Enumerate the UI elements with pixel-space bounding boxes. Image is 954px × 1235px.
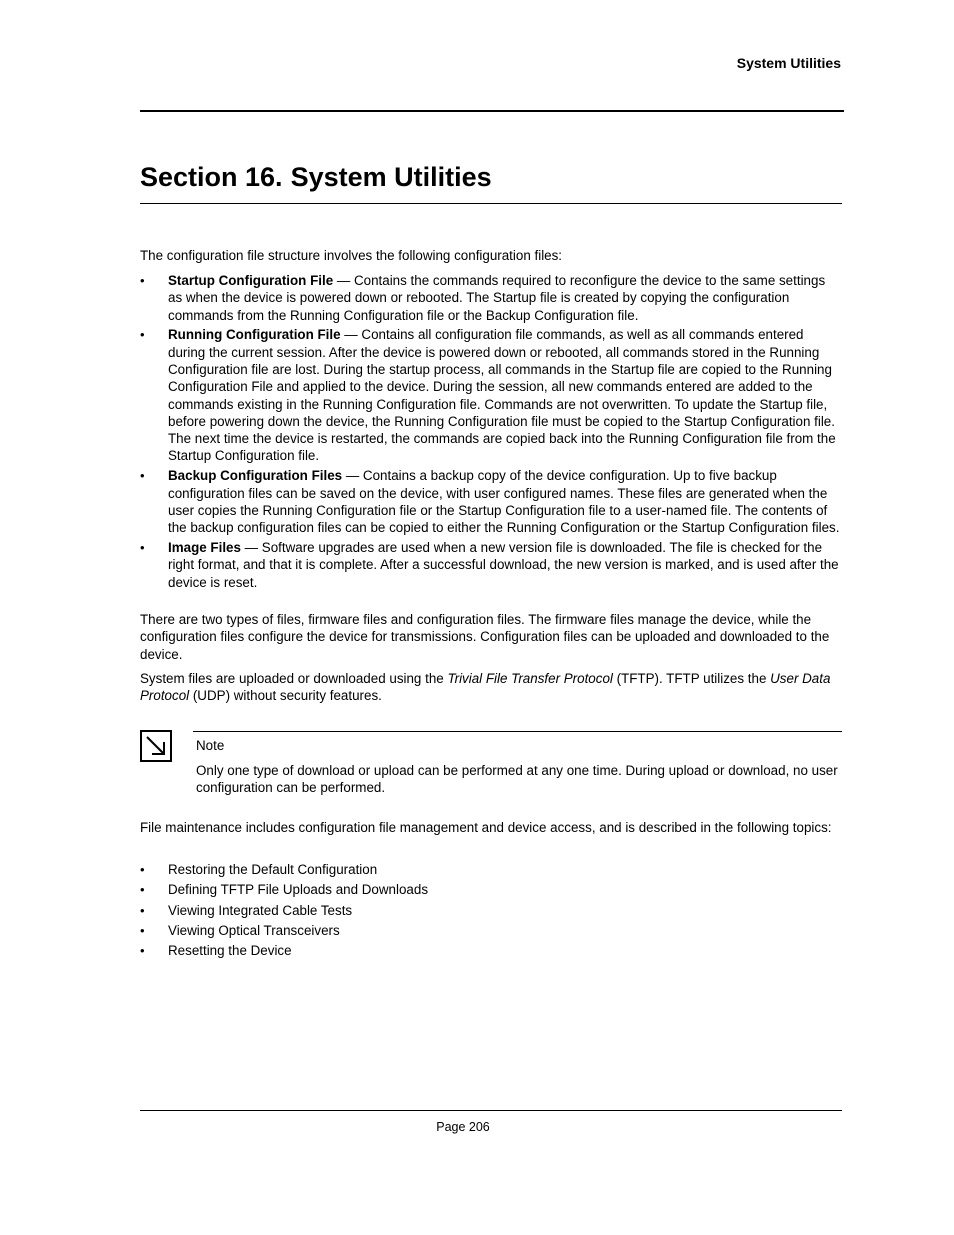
intro-paragraph: The configuration file structure involves the following configuration files: xyxy=(140,248,563,263)
list-item-term: Backup Configuration Files xyxy=(168,468,343,484)
list-item-term: Image Files xyxy=(168,539,241,555)
file-types-paragraph: There are two types of files, firmware files and configuration files. The firmware files manage the device, while the configuration files configure the device for transmissions. Configuration files can be uploaded and downloaded to the device. xyxy=(140,612,830,662)
tftp-paragraph: System files are uploaded or downloaded using the Trivial File Transfer Protocol (TFTP). TFTP utilizes the User Data Protocol (UDP) without security features. xyxy=(140,671,831,704)
list-item xyxy=(140,539,842,591)
topic-link[interactable] xyxy=(140,942,842,959)
footer-rule xyxy=(140,1110,842,1111)
bullet-icon: • xyxy=(140,539,145,555)
topics-list xyxy=(140,861,842,962)
topic-link[interactable] xyxy=(140,902,842,919)
bullet-icon: • xyxy=(140,882,145,898)
topic-label: Viewing Optical Transceivers xyxy=(168,922,340,938)
tftp-term: Trivial File Transfer Protocol xyxy=(447,671,613,686)
header-rule xyxy=(140,110,844,112)
topic-link[interactable] xyxy=(140,861,842,878)
section-name: System Utilities xyxy=(290,162,492,192)
page-number: Page 206 xyxy=(436,1120,490,1134)
list-item-term: Startup Configuration File xyxy=(168,273,334,288)
title-rule xyxy=(140,203,842,204)
topic-link[interactable] xyxy=(140,922,842,939)
list-item-text: — Contains all configuration file commands, as well as all commands entered during the current session. After the device is powered down or rebooted, all commands stored in the Running Configuration file are lost. During the startup process, all commands in the Startup file are copied to the Running Configuration File and applied to the device. During the session, all new commands entered are added to the commands existing in the Running Configuration file. Commands are not overwritten. To update the Startup file, before powering down the device, the Running Configuration file must be copied to the Startup Configuration file. The next time the device is restarted, the commands are copied back into the Running Configuration file from the Startup Configuration file. xyxy=(168,327,836,464)
bullet-icon: • xyxy=(140,862,145,877)
topic-label: Defining TFTP File Uploads and Downloads xyxy=(168,882,429,898)
bullet-icon: • xyxy=(140,922,145,938)
list-item-text: — Contains the commands required to reconfigure the device to the same settings as when the device is powered down or rebooted. The Startup file is created by copying the configuration commands from the Running Configuration file or the Backup Configuration file. xyxy=(168,273,826,323)
config-file-list xyxy=(140,272,842,593)
topic-label: Resetting the Device xyxy=(168,943,292,959)
bullet-icon: • xyxy=(140,902,145,918)
section-number: Section 16. xyxy=(140,162,283,192)
topic-label: Restoring the Default Configuration xyxy=(168,862,378,877)
note-text: Only one type of download or upload can be performed at any one time. During upload or download, no user configuration can be performed. xyxy=(196,763,838,796)
section-title xyxy=(140,160,492,194)
note-label: Note xyxy=(196,738,225,753)
topic-link[interactable] xyxy=(140,881,842,898)
maintenance-paragraph: File maintenance includes configuration file management and device access, and is described in the following topics: xyxy=(140,820,832,835)
running-header: System Utilities xyxy=(736,55,841,71)
udp-term: User Data Protocol xyxy=(140,671,831,704)
topic-label: Viewing Integrated Cable Tests xyxy=(168,902,353,918)
bullet-icon: • xyxy=(140,943,145,959)
list-item xyxy=(140,326,842,464)
bullet-icon: • xyxy=(140,327,145,343)
list-item-term: Running Configuration File xyxy=(168,327,341,343)
list-item xyxy=(140,467,842,536)
note-arrow-icon xyxy=(140,730,172,762)
list-item-text: — Software upgrades are used when a new version file is downloaded. The file is checked for the right format, and that it is complete. After a successful download, the new version is marked, and is used after the device is reset. xyxy=(168,539,839,590)
note-rule xyxy=(193,731,842,732)
list-item xyxy=(140,272,842,324)
bullet-icon: • xyxy=(140,468,145,484)
list-item-text: — Contains a backup copy of the device configuration. Up to five backup configuration files can be saved on the device, with user configured names. These files are generated when the user copies the Running Configuration file or the Startup Configuration file to a user-named file. The contents of the backup configuration files can be copied to either the Running Configuration or the Startup Configuration files. xyxy=(168,468,840,536)
bullet-icon: • xyxy=(140,273,145,288)
